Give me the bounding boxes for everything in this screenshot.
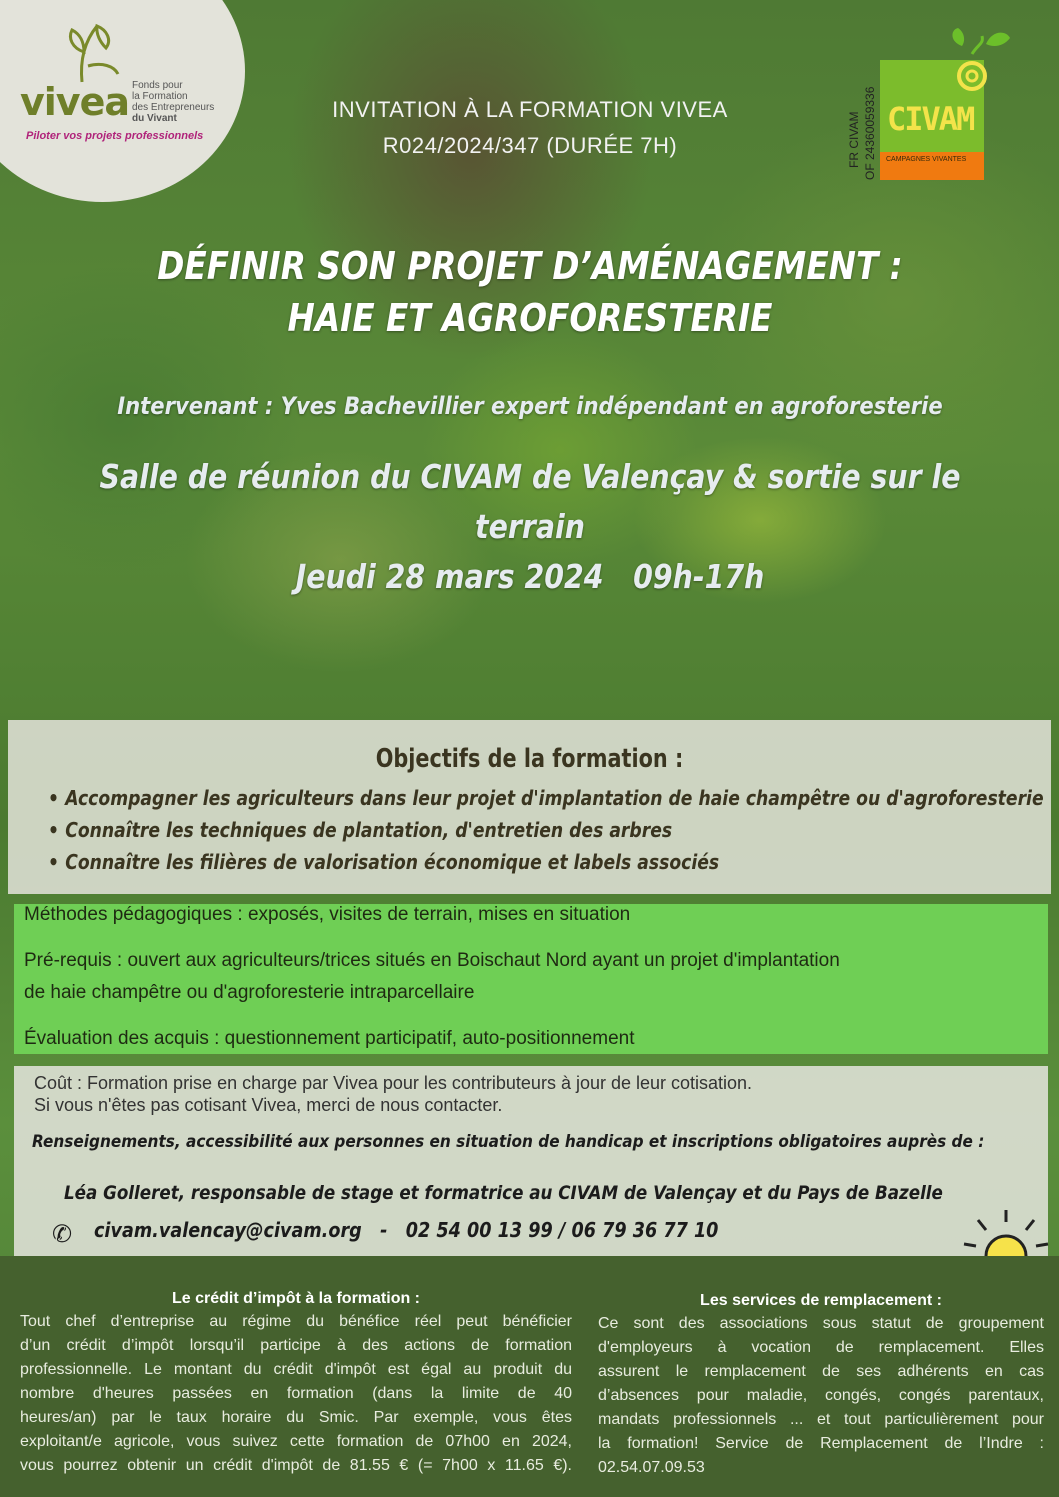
services-title: Les services de remplacement :	[700, 1292, 942, 1309]
contact-person: Léa Golleret, responsable de stage et formatrice au CIVAM de Valençay et du Pays de Bazelle	[64, 1182, 943, 1204]
bullet-icon: •	[48, 818, 60, 842]
credit-line: d’un crédit d’impôt lorsqu’il participe à des actions de formation	[20, 1337, 572, 1354]
objectives-panel	[8, 720, 1051, 894]
objective-text: Connaître les techniques de plantation, d'entretien des arbres	[65, 818, 673, 842]
pedagogy-text: Méthodes pédagogiques : exposés, visites de terrain, mises en situation	[24, 904, 631, 925]
credit-line: professionnelle. Le montant du crédit d'impôt est égal au produit du	[20, 1361, 572, 1378]
invitation-line: INVITATION À LA FORMATION VIVEA	[332, 97, 728, 122]
objective-text: Connaître les filières de valorisation économique et labels associés	[65, 850, 720, 874]
objective-item	[48, 814, 1044, 846]
date-line: Jeudi 28 mars 2024 09h-17h	[295, 557, 765, 596]
cost-line: Coût : Formation prise en charge par Vivea pour les contributeurs à jour de leur cotisation.	[34, 1073, 753, 1093]
objectives-list	[48, 782, 1059, 878]
speaker-line: Intervenant : Yves Bachevillier expert indépendant en agroforesterie	[117, 392, 943, 420]
vivea-wordmark: vivea	[20, 80, 129, 124]
objective-item	[48, 846, 1044, 878]
services-line: 02.54.07.09.53	[598, 1459, 705, 1476]
methods-panel	[14, 904, 1048, 1054]
invitation-code: R024/2024/347 (DURÉE 7H)	[382, 133, 678, 158]
title-line: DÉFINIR SON PROJET D’AMÉNAGEMENT :	[157, 244, 903, 288]
objective-item	[48, 782, 1044, 814]
cost-contact-panel	[14, 1066, 1048, 1256]
credit-title: Le crédit d’impôt à la formation :	[171, 1290, 421, 1307]
renseignements-text: Renseignements, accessibilité aux personnes en situation de handicap et inscriptions obligatoires auprès de :	[32, 1132, 985, 1152]
services-line: la formation! Service de Remplacement de l’Indre :	[598, 1435, 1044, 1452]
services-line: assurent le remplacement de ses adhérents en cas	[598, 1363, 1044, 1380]
invitation-header	[260, 92, 800, 164]
prereq-text: Pré-requis : ouvert aux agriculteurs/trices situés en Boischaut Nord ayant un projet d'implantation	[24, 950, 840, 971]
objectives-title: Objectifs de la formation :	[375, 744, 684, 774]
email-phone-link[interactable]: civam.valencay@civam.org - 02 54 00 13 99 / 06 79 36 77 10	[94, 1218, 719, 1242]
vivea-fonds-line: du Vivant	[132, 113, 177, 124]
civam-sprout-icon	[948, 26, 1014, 96]
venue-line: Salle de réunion du CIVAM de Valençay & sortie sur le terrain	[99, 457, 961, 546]
services-line: d'employeurs à vocation de remplacement. Elles	[598, 1339, 1044, 1356]
credit-line: Tout chef d’entreprise au régime du bénéfice réel peut bénéficier	[20, 1313, 572, 1330]
evaluation-text: Évaluation des acquis : questionnement participatif, auto-positionnement	[24, 1028, 635, 1049]
cost-text	[34, 1072, 752, 1116]
vivea-fonds-line: la Formation	[132, 91, 188, 102]
bullet-icon: •	[48, 786, 60, 810]
services-line: d’absences pour maladie, congés, congés parentaux,	[598, 1387, 1044, 1404]
civam-side-text: FR CIVAM	[847, 111, 861, 168]
vivea-fonds-line: Fonds pour	[132, 80, 183, 91]
venue-date	[91, 452, 968, 602]
credit-text	[20, 1310, 572, 1478]
civam-wordmark: CIVAM	[887, 100, 974, 138]
credit-line: vous pourrez obtenir un crédit d'impôt de 81.55 € (= 7h00 x 11.65 €).	[20, 1457, 572, 1474]
cost-line: Si vous n'êtes pas cotisant Vivea, merci de nous contacter.	[34, 1095, 503, 1115]
title-line: HAIE ET AGROFORESTERIE	[287, 296, 773, 340]
civam-side-text: OF 24360059336	[863, 86, 877, 180]
objective-text: Accompagner les agriculteurs dans leur projet d'implantation de haie champêtre ou d'agroforesterie	[65, 786, 1044, 810]
prereq-text: de haie champêtre ou d'agroforesterie intraparcellaire	[24, 982, 475, 1003]
civam-subtitle: CAMPAGNES VIVANTES	[886, 156, 967, 163]
bullet-icon: •	[48, 850, 60, 874]
vivea-tagline: Piloter vos projets professionnels	[26, 130, 204, 142]
vivea-fonds-line: des Entrepreneurs	[132, 102, 215, 113]
footer-panel	[0, 1256, 1059, 1497]
vivea-fonds-text	[132, 80, 242, 124]
services-line: Ce sont des associations sous statut de groupement	[598, 1315, 1044, 1332]
services-line: mandats professionnels ... et tout particulièrement pour	[598, 1411, 1044, 1428]
credit-line: exploitant/e agricole, vous suivez cette formation de 07h00 en 2024,	[20, 1433, 572, 1450]
phone-icon: ✆	[52, 1221, 73, 1248]
vivea-leaf-icon	[62, 22, 132, 84]
services-text	[598, 1312, 1044, 1480]
page-title	[126, 240, 934, 344]
credit-line: heures/an) par le taux horaire du Smic. Par exemple, vous êtes	[20, 1409, 572, 1426]
credit-line: nombre d'heures passées en formation (dans la limite de 40	[20, 1385, 572, 1402]
